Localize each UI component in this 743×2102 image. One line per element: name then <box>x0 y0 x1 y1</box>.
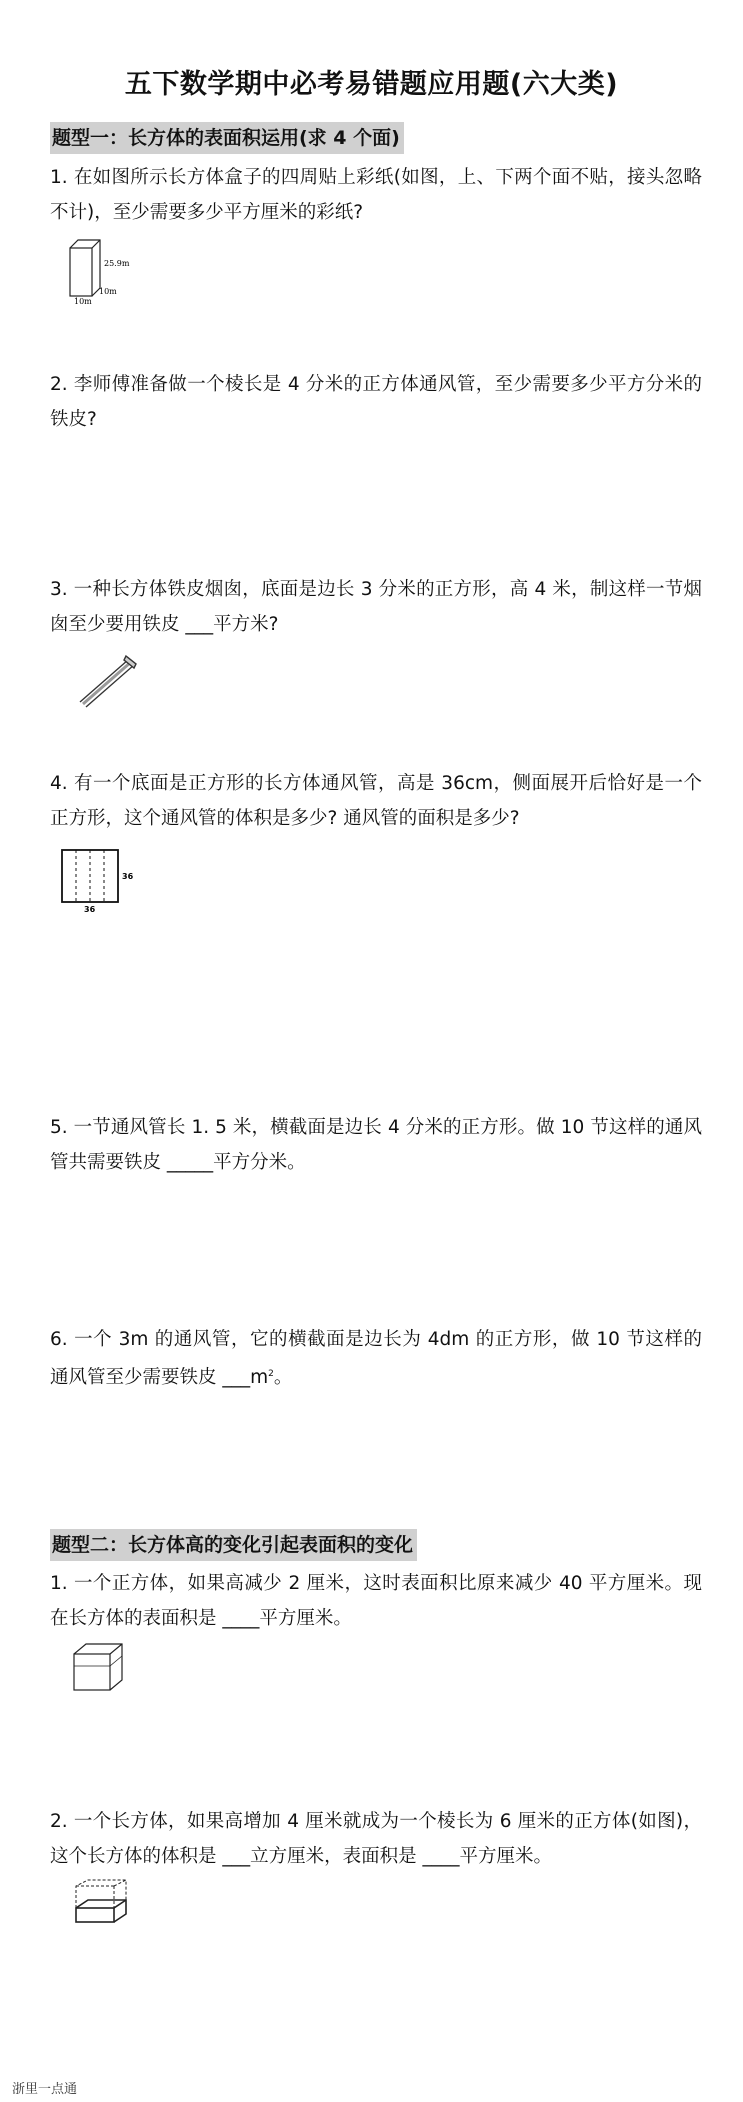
question-1-6-end: 。 <box>273 1367 293 1389</box>
footer-watermark: 浙里一点通 <box>12 2082 78 2097</box>
question-2-2: 2. 一个长方体，如果高增加 4 厘米就成为一个棱长为 6 厘米的正方体(如图)，这个长方体的体积是 ___立方厘米，表面积是 ____平方厘米。 <box>50 1811 702 1867</box>
question-1-6-text: 6. 一个 3m 的通风管，它的横截面是边长为 4dm 的正方形，做 10 节这样的通风管至少需要铁皮 ___m <box>50 1329 702 1389</box>
question-1-3: 3. 一种长方体铁皮烟囱，底面是边长 3 分米的正方形，高 4 米，制这样一节烟囱至少要用铁皮 ___平方米? <box>50 579 702 635</box>
chimney-figure <box>74 652 144 712</box>
fig-label-height: 25.9m <box>104 259 130 268</box>
cube-figure <box>70 1640 130 1696</box>
question-1-6-sup: 2 <box>268 1369 274 1379</box>
section-heading-2: 题型二：长方体高的变化引起表面积的变化 <box>50 1529 417 1561</box>
fig-label-width: 10m <box>99 287 117 296</box>
cuboid-to-cube-figure <box>70 1878 140 1930</box>
question-2-1: 1. 一个正方体，如果高减少 2 厘米，这时表面积比原来减少 40 平方厘米。现在长方体的表面积是 ____平方厘米。 <box>50 1573 702 1629</box>
question-1-4: 4. 有一个底面是正方形的长方体通风管，高是 36cm，侧面展开后恰好是一个正方形，这个通风管的体积是多少? 通风管的面积是多少? <box>50 773 702 829</box>
question-1-2: 2. 李师傅准备做一个棱长是 4 分米的正方体通风管，至少需要多少平方分米的铁皮? <box>50 374 702 430</box>
fig-label-length: 10m <box>74 297 92 304</box>
section-heading-1: 题型一：长方体的表面积运用(求 4 个面) <box>50 122 404 154</box>
fig-label-side: 36 <box>122 872 134 881</box>
question-1-1: 1. 在如图所示长方体盒子的四周贴上彩纸(如图，上、下两个面不贴，接头忽略不计)，至少需要多少平方厘米的彩纸? <box>50 167 702 223</box>
question-1-5: 5. 一节通风管长 1. 5 米，横截面是边长 4 分米的正方形。做 10 节这样的通风管共需要铁皮 _____平方分米。 <box>50 1117 702 1173</box>
unfolded-pipe-figure <box>60 848 140 914</box>
cuboid-box-figure <box>64 236 154 304</box>
fig-label-bottom: 36 <box>84 905 96 914</box>
question-1-6 <box>50 1322 702 1395</box>
page-title: 五下数学期中必考易错题应用题(六大类) <box>124 69 619 100</box>
